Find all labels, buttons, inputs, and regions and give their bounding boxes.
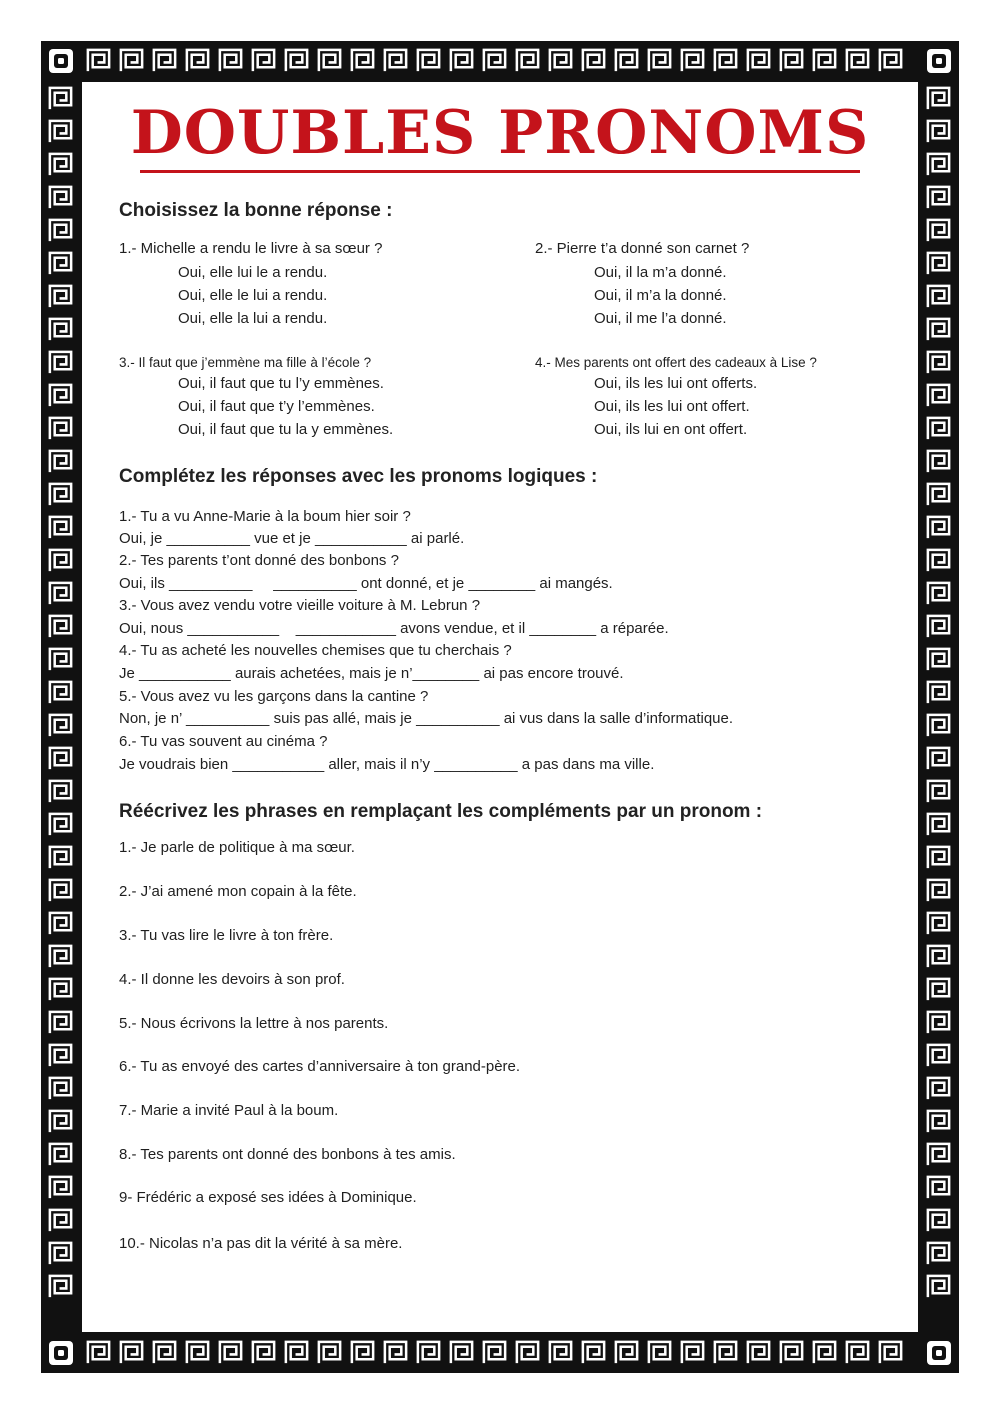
greek-key-icon <box>645 1338 674 1367</box>
greek-key-icon <box>46 942 75 971</box>
greek-key-icon <box>46 315 75 344</box>
greek-key-icon <box>924 1008 953 1037</box>
greek-key-icon <box>924 579 953 608</box>
corner-ornament-icon <box>924 46 954 76</box>
greek-key-icon <box>216 46 245 75</box>
greek-key-icon <box>46 579 75 608</box>
greek-key-icon <box>546 1338 575 1367</box>
answer-option[interactable]: Oui, il me l’a donné. <box>594 310 727 327</box>
answer-option[interactable]: Oui, il la m’a donné. <box>594 264 727 281</box>
section-heading-choose: Choisissez la bonne réponse : <box>119 200 393 221</box>
greek-key-icon <box>579 46 608 75</box>
greek-key-icon <box>46 612 75 641</box>
greek-key-icon <box>381 46 410 75</box>
greek-key-icon <box>315 1338 344 1367</box>
greek-key-icon <box>46 909 75 938</box>
answer-option[interactable]: Oui, il faut que tu la y emmènes. <box>178 421 394 438</box>
greek-key-icon <box>46 1008 75 1037</box>
greek-key-icon <box>924 975 953 1004</box>
greek-key-icon <box>46 249 75 278</box>
answer-option[interactable]: Oui, ils lui en ont offert. <box>594 421 748 438</box>
greek-key-icon <box>117 46 146 75</box>
greek-key-icon <box>46 546 75 575</box>
greek-key-icon <box>924 414 953 443</box>
greek-key-icon <box>46 843 75 872</box>
greek-key-icon <box>447 46 476 75</box>
answer-option[interactable]: Oui, elle la lui a rendu. <box>178 310 328 327</box>
exercise-question: 2.- Tes parents t’ont donné des bonbons ? <box>119 552 399 569</box>
greek-key-icon <box>711 1338 740 1367</box>
rewrite-item: 8.- Tes parents ont donné des bonbons à tes amis. <box>119 1146 456 1163</box>
greek-key-icon <box>777 46 806 75</box>
greek-key-icon <box>46 513 75 542</box>
greek-key-icon <box>711 46 740 75</box>
title-underline <box>140 170 860 173</box>
greek-key-icon <box>876 1338 905 1367</box>
rewrite-item: 5.- Nous écrivons la lettre à nos parents. <box>119 1015 389 1032</box>
greek-key-icon <box>777 1338 806 1367</box>
section-heading-rewrite: Réécrivez les phrases en remplaçant les compléments par un pronom : <box>119 801 763 822</box>
greek-key-icon <box>46 777 75 806</box>
rewrite-item: 3.- Tu vas lire le livre à ton frère. <box>119 927 334 944</box>
greek-key-icon <box>924 480 953 509</box>
rewrite-item: 1.- Je parle de politique à ma sœur. <box>119 839 355 856</box>
greek-key-icon <box>381 1338 410 1367</box>
rewrite-item: 7.- Marie a invité Paul à la boum. <box>119 1102 339 1119</box>
greek-key-icon <box>612 46 641 75</box>
greek-key-icon <box>810 46 839 75</box>
greek-key-icon <box>46 645 75 674</box>
greek-key-icon <box>249 46 278 75</box>
border-bottom-pattern <box>84 1338 905 1367</box>
answer-option[interactable]: Oui, elle le lui a rendu. <box>178 287 328 304</box>
question-prompt: 1.- Michelle a rendu le livre à sa sœur ? <box>119 240 383 257</box>
greek-key-icon <box>46 810 75 839</box>
greek-key-icon <box>46 975 75 1004</box>
greek-key-icon <box>46 1239 75 1268</box>
greek-key-icon <box>117 1338 146 1367</box>
exercise-question: 3.- Vous avez vendu votre vieille voiture à M. Lebrun ? <box>119 597 481 614</box>
greek-key-icon <box>46 348 75 377</box>
rewrite-item: 4.- Il donne les devoirs à son prof. <box>119 971 345 988</box>
greek-key-icon <box>924 183 953 212</box>
greek-key-icon <box>924 546 953 575</box>
greek-key-icon <box>46 1074 75 1103</box>
greek-key-icon <box>924 678 953 707</box>
greek-key-icon <box>46 480 75 509</box>
border-right-pattern <box>924 84 953 1301</box>
greek-key-icon <box>183 1338 212 1367</box>
greek-key-icon <box>924 381 953 410</box>
greek-key-icon <box>924 744 953 773</box>
greek-key-icon <box>84 46 113 75</box>
greek-key-icon <box>447 1338 476 1367</box>
greek-key-icon <box>924 1206 953 1235</box>
greek-key-icon <box>924 282 953 311</box>
greek-key-icon <box>924 1041 953 1070</box>
answer-option[interactable]: Oui, elle lui le a rendu. <box>178 264 328 281</box>
fill-in-answer[interactable]: Je voudrais bien ___________ aller, mais il n’y __________ a pas dans ma ville. <box>119 756 655 773</box>
greek-key-icon <box>924 1272 953 1301</box>
exercise-question: 6.- Tu vas souvent au cinéma ? <box>119 733 328 750</box>
greek-key-icon <box>46 183 75 212</box>
greek-key-icon <box>46 1272 75 1301</box>
border-top-pattern <box>84 46 905 75</box>
greek-key-icon <box>480 46 509 75</box>
greek-key-icon <box>84 1338 113 1367</box>
greek-key-icon <box>924 942 953 971</box>
greek-key-icon <box>924 909 953 938</box>
rewrite-item: 10.- Nicolas n’a pas dit la vérité à sa mère. <box>119 1235 403 1252</box>
greek-key-icon <box>46 1107 75 1136</box>
greek-key-icon <box>678 46 707 75</box>
greek-key-icon <box>924 216 953 245</box>
fill-in-answer[interactable]: Oui, je __________ vue et je ___________ ai parlé. <box>119 530 465 547</box>
greek-key-icon <box>183 46 212 75</box>
greek-key-icon <box>924 1140 953 1169</box>
greek-key-icon <box>924 1107 953 1136</box>
answer-option[interactable]: Oui, il faut que t’y l’emmènes. <box>178 398 375 415</box>
fill-in-answer[interactable]: Oui, ils __________ __________ ont donné, et je ________ ai mangés. <box>119 575 613 592</box>
greek-key-icon <box>348 1338 377 1367</box>
greek-key-icon <box>46 414 75 443</box>
greek-key-icon <box>843 46 872 75</box>
greek-key-icon <box>876 46 905 75</box>
greek-key-icon <box>843 1338 872 1367</box>
greek-key-icon <box>924 1173 953 1202</box>
greek-key-icon <box>513 1338 542 1367</box>
greek-key-icon <box>46 711 75 740</box>
greek-key-icon <box>46 1206 75 1235</box>
answer-option[interactable]: Oui, il m’a la donné. <box>594 287 727 304</box>
answer-option[interactable]: Oui, il faut que tu l’y emmènes. <box>178 375 384 392</box>
greek-key-icon <box>924 777 953 806</box>
greek-key-icon <box>546 46 575 75</box>
greek-key-icon <box>924 810 953 839</box>
greek-key-icon <box>810 1338 839 1367</box>
greek-key-icon <box>744 46 773 75</box>
greek-key-icon <box>46 876 75 905</box>
corner-ornament-icon <box>924 1338 954 1368</box>
question-prompt: 3.- Il faut que j’emmène ma fille à l’école ? <box>119 355 372 370</box>
greek-key-icon <box>579 1338 608 1367</box>
greek-key-icon <box>924 711 953 740</box>
greek-key-icon <box>924 612 953 641</box>
greek-key-icon <box>513 46 542 75</box>
greek-key-icon <box>924 249 953 278</box>
fill-in-answer[interactable]: Oui, nous ___________ ____________ avons vendue, et il ________ a réparée. <box>119 620 669 637</box>
greek-key-icon <box>612 1338 641 1367</box>
greek-key-icon <box>924 1074 953 1103</box>
greek-key-icon <box>924 348 953 377</box>
greek-key-icon <box>924 447 953 476</box>
greek-key-icon <box>249 1338 278 1367</box>
greek-key-icon <box>150 46 179 75</box>
greek-key-icon <box>645 46 674 75</box>
greek-key-icon <box>924 315 953 344</box>
question-prompt: 2.- Pierre t’a donné son carnet ? <box>535 240 750 257</box>
answer-option[interactable]: Oui, ils les lui ont offert. <box>594 398 750 415</box>
greek-key-icon <box>46 744 75 773</box>
greek-key-icon <box>282 46 311 75</box>
exercise-question: 5.- Vous avez vu les garçons dans la cantine ? <box>119 688 429 705</box>
answer-option[interactable]: Oui, ils les lui ont offerts. <box>594 375 758 392</box>
greek-key-icon <box>924 645 953 674</box>
greek-key-icon <box>216 1338 245 1367</box>
greek-key-icon <box>46 1140 75 1169</box>
greek-key-icon <box>744 1338 773 1367</box>
greek-key-icon <box>282 1338 311 1367</box>
greek-key-icon <box>46 447 75 476</box>
exercise-question: 4.- Tu as acheté les nouvelles chemises que tu cherchais ? <box>119 642 512 659</box>
greek-key-icon <box>924 876 953 905</box>
greek-key-icon <box>414 46 443 75</box>
corner-ornament-icon <box>46 1338 76 1368</box>
greek-key-icon <box>315 46 344 75</box>
border-left-pattern <box>46 84 75 1301</box>
greek-key-icon <box>46 678 75 707</box>
rewrite-item: 9- Frédéric a exposé ses idées à Dominique. <box>119 1189 417 1206</box>
fill-in-answer[interactable]: Je ___________ aurais achetées, mais je n’________ ai pas encore trouvé. <box>119 665 624 682</box>
greek-key-icon <box>924 843 953 872</box>
greek-key-icon <box>924 513 953 542</box>
page-title: DOUBLES PRONOMS <box>130 98 870 168</box>
exercise-question: 1.- Tu a vu Anne-Marie à la boum hier soir ? <box>119 508 411 525</box>
fill-in-answer[interactable]: Non, je n’ __________ suis pas allé, mais je __________ ai vus dans la salle d’informatique. <box>119 710 734 727</box>
rewrite-item: 6.- Tu as envoyé des cartes d’anniversaire à ton grand-père. <box>119 1058 521 1075</box>
greek-key-icon <box>678 1338 707 1367</box>
rewrite-item: 2.- J’ai amené mon copain à la fête. <box>119 883 357 900</box>
greek-key-icon <box>414 1338 443 1367</box>
question-prompt: 4.- Mes parents ont offert des cadeaux à Lise ? <box>535 355 817 370</box>
greek-key-icon <box>348 46 377 75</box>
greek-key-icon <box>480 1338 509 1367</box>
greek-key-icon <box>150 1338 179 1367</box>
corner-ornament-icon <box>46 46 76 76</box>
greek-key-icon <box>46 1173 75 1202</box>
greek-key-icon <box>46 282 75 311</box>
greek-key-icon <box>46 381 75 410</box>
greek-key-icon <box>46 1041 75 1070</box>
greek-key-icon <box>924 1239 953 1268</box>
section-heading-complete: Complétez les réponses avec les pronoms logiques : <box>119 466 598 487</box>
greek-key-icon <box>46 216 75 245</box>
